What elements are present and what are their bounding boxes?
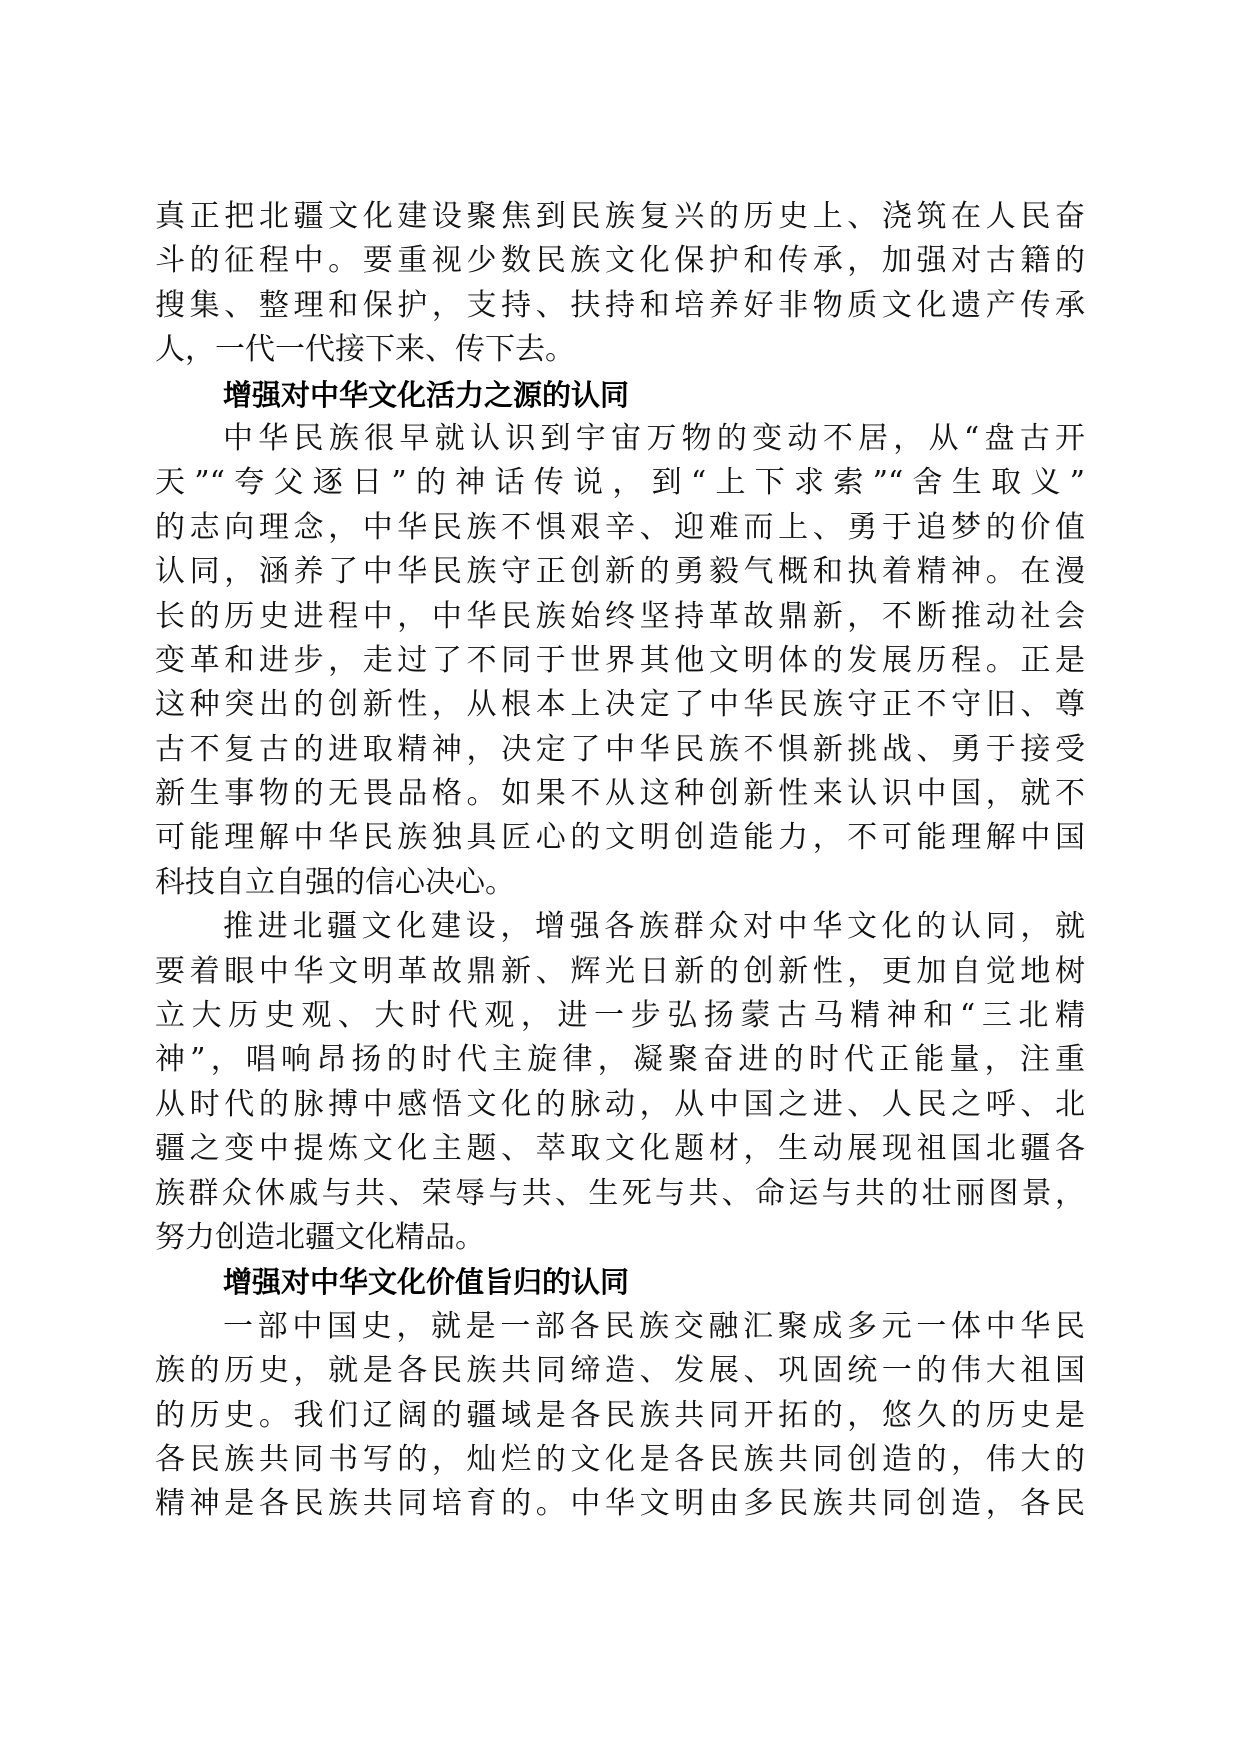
text-line: 搜集、整理和保护，支持、扶持和培养好非物质文化遗产传承 [155, 287, 1085, 323]
text-line: 变革和进步，走过了不同于世界其他文明体的发展历程。正是 [155, 642, 1085, 678]
text-line: 立大历史观、大时代观，进一步弘扬蒙古马精神和“三北精 [155, 998, 1085, 1034]
paragraph-innovation [155, 417, 1085, 905]
text-line: 努力创造北疆文化精品。 [155, 1219, 485, 1255]
paragraph-continuation [155, 195, 1085, 373]
text-line: 从时代的脉搏中感悟文化的脉动，从中国之进、人民之呼、北 [155, 1086, 1085, 1122]
text-line: 的志向理念，中华民族不惧艰辛、迎难而上、勇于追梦的价值 [155, 509, 1085, 545]
paragraph-northern-culture [155, 905, 1085, 1260]
text-line: 新生事物的无畏品格。如果不从这种创新性来认识中国，就不 [155, 776, 1085, 812]
text-line: 推进北疆文化建设，增强各族群众对中华文化的认同，就 [223, 909, 1085, 945]
paragraph-history [155, 1305, 1085, 1527]
text-line: 族群众休戚与共、荣辱与共、生死与共、命运与共的壮丽图景， [155, 1175, 1085, 1211]
text-line: 人，一代一代接下来、传下去。 [155, 332, 575, 368]
text-line: 古不复古的进取精神，决定了中华民族不惧新挑战、勇于接受 [155, 731, 1085, 767]
text-line: 各民族共同书写的，灿烂的文化是各民族共同创造的，伟大的 [155, 1441, 1085, 1477]
text-line: 中华民族很早就认识到宇宙万物的变动不居，从“盘古开 [223, 420, 1085, 456]
text-line: 的历史。我们辽阔的疆域是各民族共同开拓的，悠久的历史是 [155, 1397, 1085, 1433]
document-body [155, 195, 1085, 1527]
text-line: 天”“夸父逐日”的神话传说，到“上下求索”“舍生取义” [155, 465, 1085, 501]
text-line: 族的历史，就是各民族共同缔造、发展、巩固统一的伟大祖国 [155, 1353, 1085, 1389]
text-line: 认同，涵养了中华民族守正创新的勇毅气概和执着精神。在漫 [155, 554, 1085, 590]
text-line: 斗的征程中。要重视少数民族文化保护和传承，加强对古籍的 [155, 243, 1085, 279]
section-heading-vitality: 增强对中华文化活力之源的认同 [223, 377, 630, 412]
text-line: 科技自立自强的信心决心。 [155, 864, 515, 900]
text-line: 这种突出的创新性，从根本上决定了中华民族守正不守旧、尊 [155, 687, 1085, 723]
text-line: 真正把北疆文化建设聚焦到民族复兴的历史上、浇筑在人民奋 [155, 199, 1085, 234]
text-line: 一部中国史，就是一部各民族交融汇聚成多元一体中华民 [223, 1308, 1085, 1344]
text-line: 疆之变中提炼文化主题、萃取文化题材，生动展现祖国北疆各 [155, 1131, 1085, 1167]
text-line: 要着眼中华文明革故鼎新、辉光日新的创新性，更加自觉地树 [155, 953, 1085, 989]
text-line: 长的历史进程中，中华民族始终坚持革故鼎新，不断推动社会 [155, 598, 1085, 634]
text-line: 可能理解中华民族独具匠心的文明创造能力，不可能理解中国 [155, 820, 1085, 856]
text-line: 精神是各民族共同培育的。中华文明由多民族共同创造，各民 [155, 1486, 1085, 1522]
text-line: 神”，唱响昂扬的时代主旋律，凝聚奋进的时代正能量，注重 [155, 1042, 1085, 1078]
section-heading-values: 增强对中华文化价值旨归的认同 [223, 1265, 630, 1300]
